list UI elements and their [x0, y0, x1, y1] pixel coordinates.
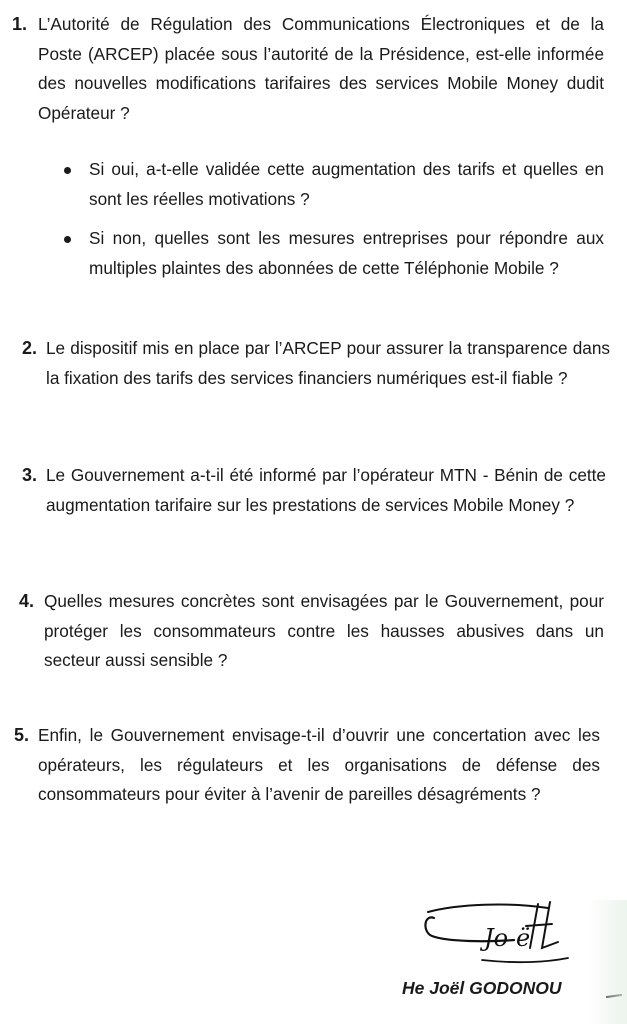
question-5-number: 5.	[14, 725, 30, 745]
question-4-text: Quelles mesures concrètes sont envisagées par le Gouvernement, pour protéger les consommateurs contre les hausses abusives dans un secteur aussi sensible ?	[44, 591, 604, 671]
question-1-number: 1.	[12, 14, 28, 34]
question-3-text: Le Gouvernement a-t-il été informé par l’opérateur MTN - Bénin de cette augmentation tarifaire sur les prestations de services Mobile Money ?	[46, 465, 606, 515]
question-3-number: 3.	[22, 465, 38, 485]
question-2-number: 2.	[22, 338, 38, 358]
handwritten-signature	[418, 882, 578, 972]
question-1-text: L’Autorité de Régulation des Communications Électroniques et de la Poste (ARCEP) placée sous l’autorité de la Présidence, est-elle informée des nouvelles modifications tarifaires des services Mobile Money dudit Opérateur ?	[38, 14, 604, 123]
question-1-bullets	[64, 155, 604, 293]
edge-shadow	[587, 900, 627, 1024]
question-5-text: Enfin, le Gouvernement envisage-t-il d’ouvrir une concertation avec les opérateurs, les régulateurs et les organisations de défense des consommateurs pour éviter à l’avenir de pareilles désagréments ?	[38, 725, 600, 805]
question-1-bullet-2: Si non, quelles sont les mesures entreprises pour répondre aux multiples plaintes des abonnées de cette Téléphonie Mobile ?	[64, 224, 604, 283]
svg-text:Jo: Jo	[484, 924, 509, 952]
question-4-number: 4.	[19, 591, 35, 611]
question-1-bullet-1: Si oui, a-t-elle validée cette augmentation des tarifs et quelles en sont les réelles motivations ?	[64, 155, 604, 214]
svg-text:ë: ë	[516, 924, 531, 952]
question-2-text: Le dispositif mis en place par l’ARCEP pour assurer la transparence dans la fixation des tarifs des services financiers numériques est-il fiable ?	[46, 338, 610, 388]
signatory-name: He Joël GODONOU	[402, 978, 562, 998]
